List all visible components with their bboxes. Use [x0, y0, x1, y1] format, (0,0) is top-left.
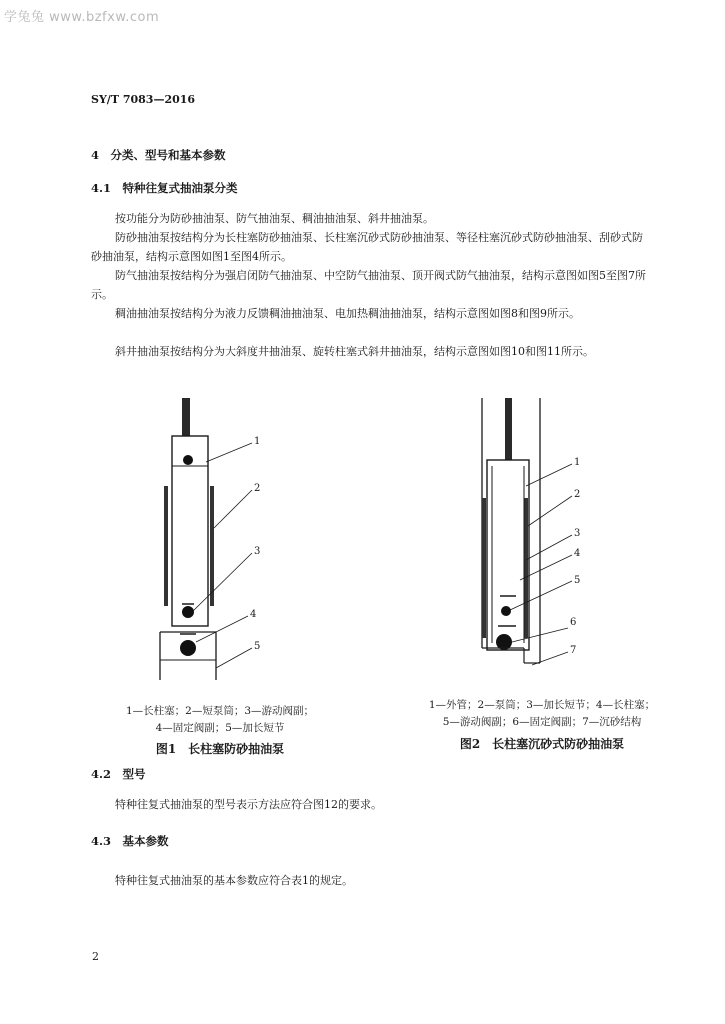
paragraph: 防砂抽油泵按结构分为长柱塞防砂抽油泵、长柱塞沉砂式防砂抽油泵、等径柱塞沉砂式防砂抽油泵、刮砂式防砂抽油泵，结构示意图如图1至图4所示。	[91, 231, 643, 263]
figure-2-diagram	[440, 398, 620, 698]
paragraph: 特种往复式抽油泵的基本参数应符合表1的规定。	[115, 874, 353, 887]
figure-1-caption-line: 1—长柱塞；2—短泵筒；3—游动阀副；	[125, 705, 315, 717]
paragraph: 斜井抽油泵按结构分为大斜度井抽油泵、旋转柱塞式斜井抽油泵，结构示意图如图10和图11所示。	[115, 345, 594, 358]
paragraph: 防气抽油泵按结构分为强启闭防气抽油泵、中空防气抽油泵、顶开阀式防气抽油泵，结构示意图如图5至图7所示。	[91, 269, 646, 301]
section-4-heading: 4 分类、型号和基本参数	[91, 148, 226, 162]
figure-2-caption-line: 1—外管；2—泵筒；3—加长短节；4—长柱塞；	[428, 699, 656, 711]
standard-number: SY/T 7083—2016	[91, 93, 196, 106]
page-number: 2	[92, 950, 99, 963]
paragraph: 稠油抽油泵按结构分为液力反馈稠油抽油泵、电加热稠油抽油泵，结构示意图如图8和图9所示。	[115, 307, 580, 320]
section-4-3-heading: 4.3 基本参数	[91, 834, 169, 848]
section-4-1-heading: 4.1 特种往复式抽油泵分类	[91, 181, 238, 195]
paragraph: 特种往复式抽油泵的型号表示方法应符合图12的要求。	[115, 798, 382, 811]
figure-1-title: 图1 长柱塞防砂抽油泵	[155, 742, 285, 756]
figure-2-callout: 5	[574, 575, 581, 586]
figure-1-diagram	[140, 398, 300, 698]
figure-1-callout: 1	[254, 436, 261, 447]
figure-1-caption-line: 4—固定阀副；5—加长短节	[155, 722, 285, 734]
watermark: 学兔兔 www.bzfxw.com	[4, 10, 160, 25]
figure-2-title: 图2 长柱塞沉砂式防砂抽油泵	[459, 737, 625, 751]
figure-2-callout: 3	[574, 528, 581, 539]
figure-1-callout: 4	[250, 609, 257, 620]
figure-2-callout: 1	[574, 457, 581, 468]
figure-2-callout: 6	[570, 617, 577, 628]
figure-1-caption	[100, 703, 340, 737]
figure-2-caption	[392, 697, 692, 731]
figure-1-callout: 3	[254, 546, 261, 557]
figure-1-callout: 2	[254, 483, 261, 494]
figure-2-callout: 7	[570, 645, 577, 656]
paragraph: 按功能分为防砂抽油泵、防气抽油泵、稠油抽油泵、斜井抽油泵。	[115, 212, 434, 225]
section-4-2-heading: 4.2 型号	[91, 767, 146, 781]
figure-2-caption-line: 5—游动阀副；6—固定阀副；7—沉砂结构	[442, 716, 642, 728]
figure-2-callout: 4	[574, 548, 581, 559]
figure-1-callout: 5	[254, 641, 261, 652]
figure-2-callout: 2	[574, 489, 581, 500]
